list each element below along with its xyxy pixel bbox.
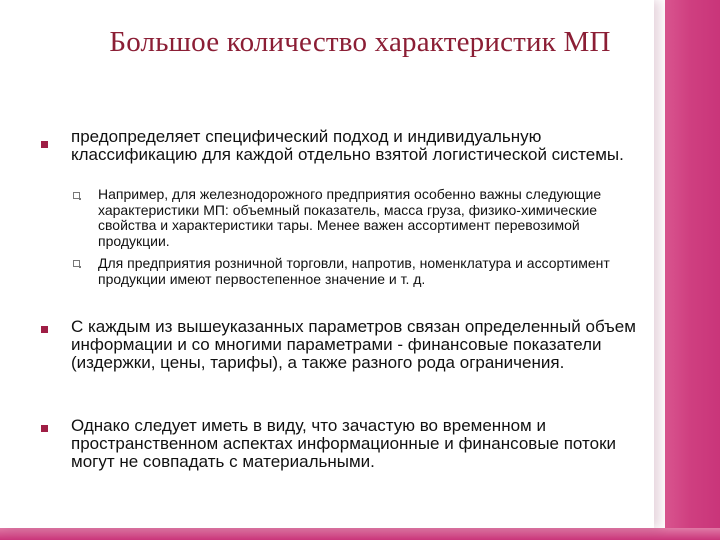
sub-bullet-2-text: Для предприятия розничной торговли, напротив, номенклатура и ассортимент продукции имеют первостепенное значение и т. д. [98, 255, 610, 287]
slide-title: Большое количество характеристик МП [109, 26, 611, 58]
decorative-right-band [665, 0, 720, 540]
sub-bullet-1-text: Например, для железнодорожного предприятия особенно важны следующие характеристики МП: объемный показатель, масса груза, физико-химические свойства и характеристики тары. Менее важен ассортимент перевозимой продукции. [98, 186, 602, 249]
bullet-3-text: Однако следует иметь в виду, что зачастую во временном и пространственном аспектах информационные и финансовые потоки могут не совпадать с материальными. [71, 416, 616, 471]
bullet-1-text: предопределяет специфический подход и индивидуальную классификацию для каждой отдельно взятой логистической системы. [71, 127, 624, 164]
bullet-2-text: С каждым из вышеуказанных параметров связан определенный объем информации и со многими параметрами - финансовые показатели (издержки, цены, тарифы), а также разного рода ограничения. [71, 317, 636, 372]
sub-bullet-square-icon [73, 260, 80, 267]
bullet-square-icon [41, 141, 48, 148]
sub-bullet-square-icon [73, 192, 80, 199]
decorative-bottom-band [0, 528, 720, 540]
bullet-square-icon [41, 425, 48, 432]
bullet-square-icon [41, 326, 48, 333]
